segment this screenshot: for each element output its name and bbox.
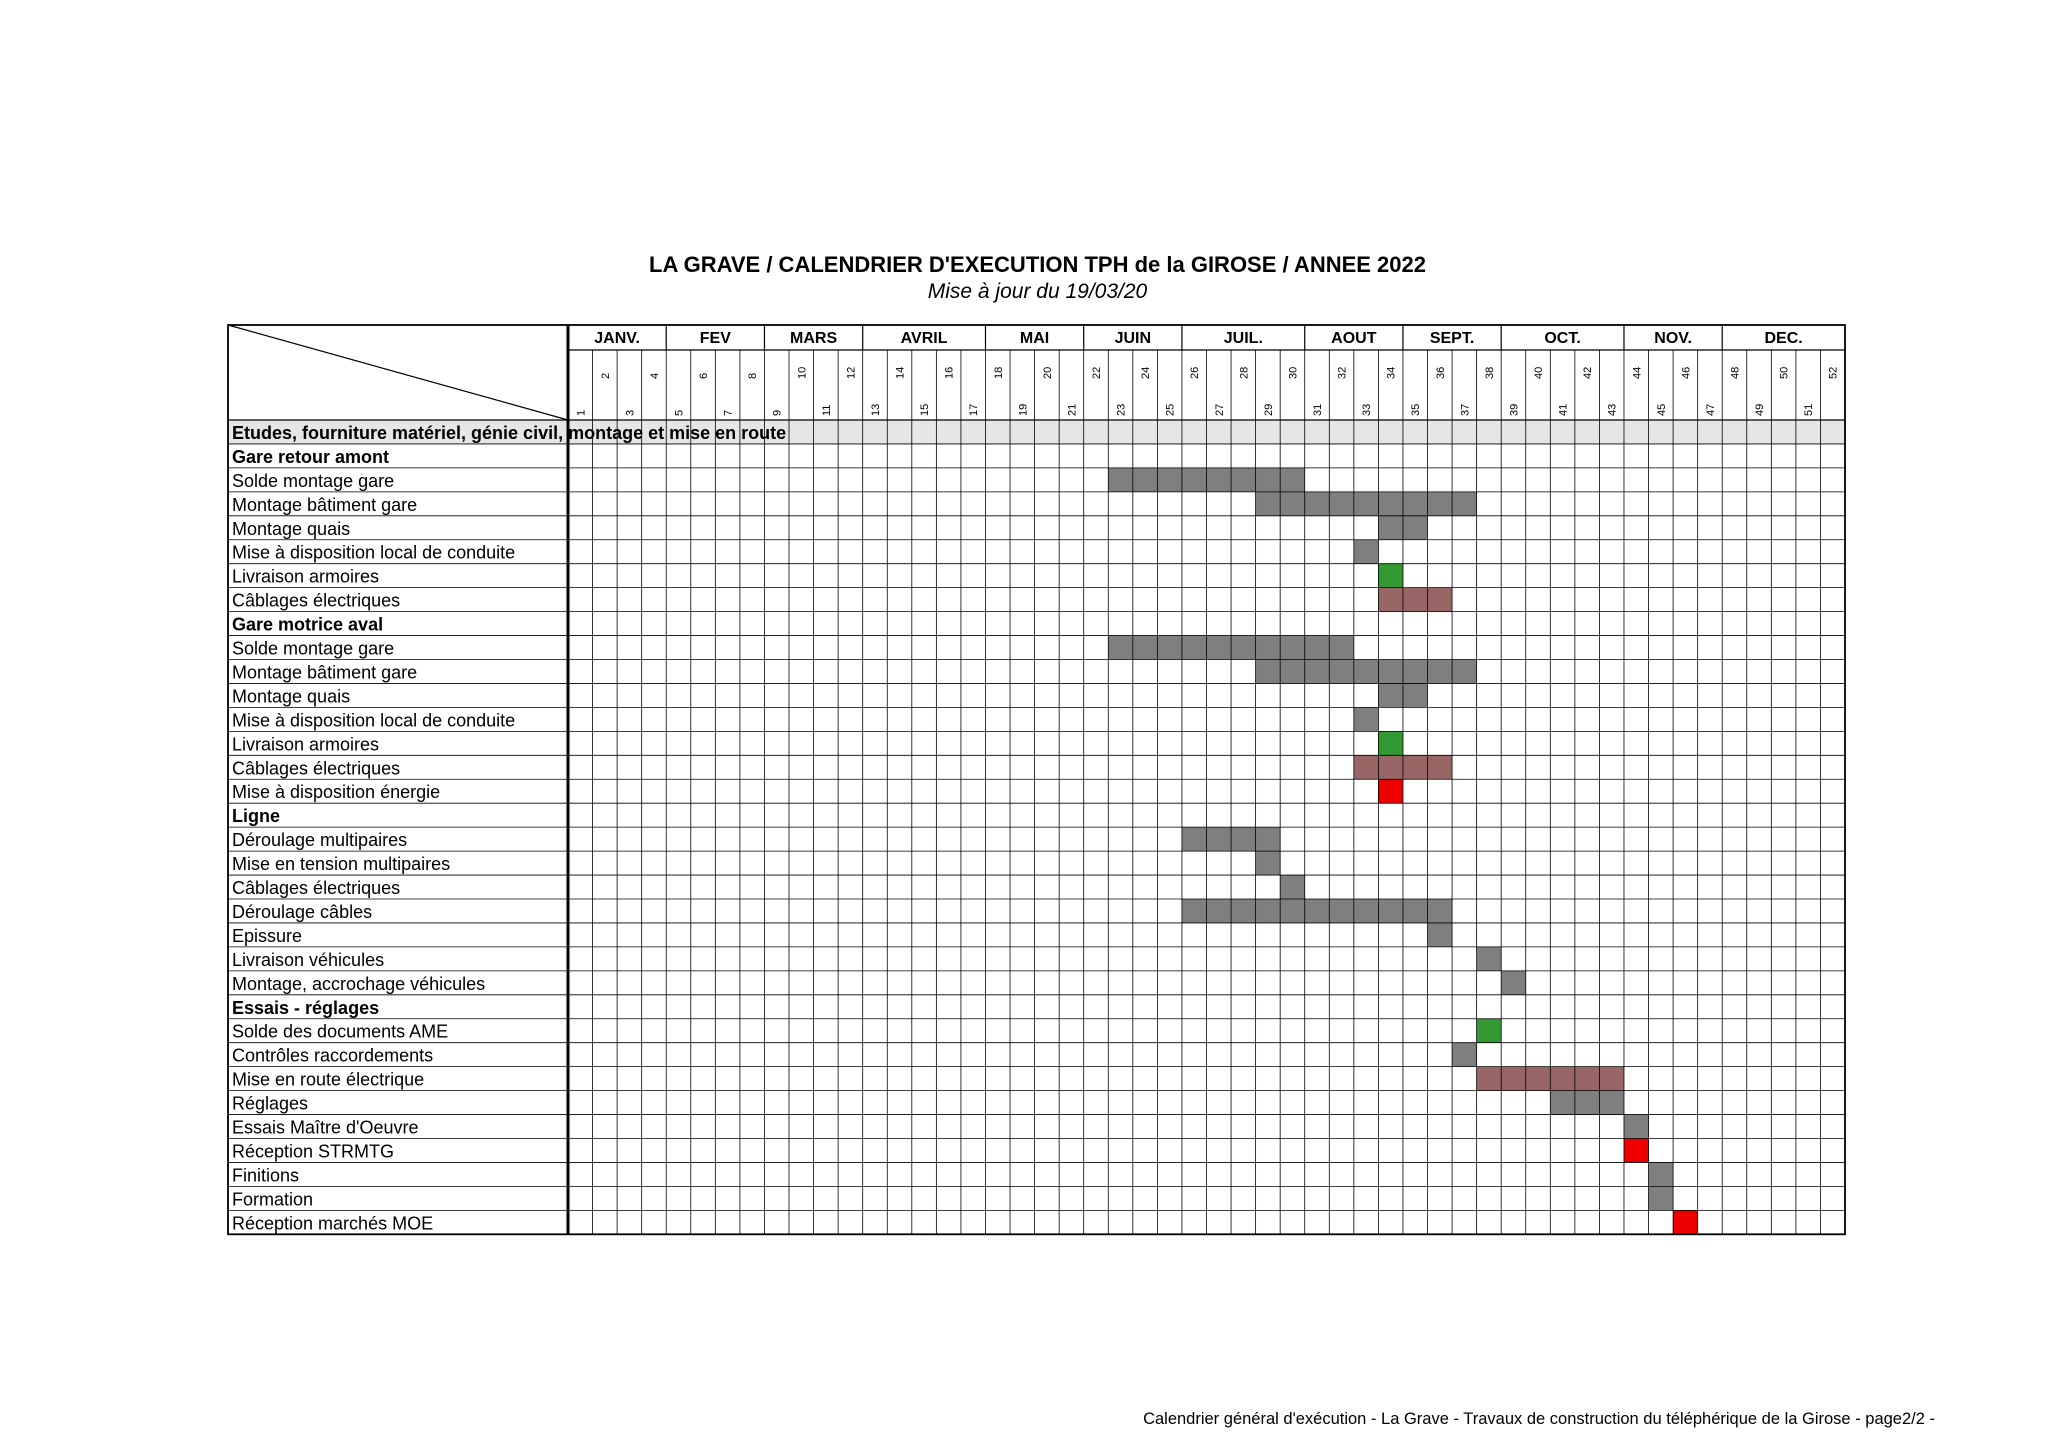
week-number: 1 bbox=[575, 409, 588, 416]
task-label: Montage bâtiment gare bbox=[232, 494, 418, 515]
task-label: Réglages bbox=[232, 1093, 309, 1114]
week-number: 3 bbox=[624, 409, 637, 416]
section-label: Gare retour amont bbox=[232, 446, 390, 467]
task-label: Déroulage multipaires bbox=[232, 830, 408, 851]
week-number: 24 bbox=[1140, 366, 1153, 379]
week-number: 11 bbox=[820, 404, 833, 416]
section-label: Essais - réglages bbox=[232, 997, 380, 1018]
task-label: Mise à disposition local de conduite bbox=[232, 710, 516, 731]
month-label: MAI bbox=[1019, 330, 1050, 347]
week-number: 27 bbox=[1213, 403, 1226, 416]
week-number: 7 bbox=[722, 409, 735, 416]
task-label: Livraison véhicules bbox=[232, 949, 385, 970]
month-label: NOV. bbox=[1654, 330, 1692, 347]
task-label: Montage quais bbox=[232, 518, 351, 539]
gantt-bar bbox=[1256, 492, 1477, 516]
month-label: OCT. bbox=[1544, 330, 1581, 347]
month-label: AVRIL bbox=[900, 330, 948, 347]
week-number: 50 bbox=[1778, 366, 1791, 379]
gantt-bar bbox=[1378, 779, 1403, 803]
task-label: Mise en tension multipaires bbox=[232, 854, 451, 875]
week-number: 46 bbox=[1680, 366, 1693, 379]
week-number: 41 bbox=[1557, 403, 1570, 416]
section-label: Ligne bbox=[232, 806, 280, 827]
header-diagonal bbox=[228, 325, 568, 420]
week-number: 20 bbox=[1041, 366, 1054, 379]
week-number: 36 bbox=[1434, 366, 1447, 379]
task-label: Mise à disposition local de conduite bbox=[232, 542, 516, 563]
week-number: 21 bbox=[1066, 403, 1079, 416]
task-label: Epissure bbox=[232, 925, 303, 946]
gantt-bar bbox=[1673, 1210, 1698, 1234]
section-label: Gare motrice aval bbox=[232, 614, 384, 635]
gantt-bar bbox=[1649, 1162, 1674, 1186]
task-label: Formation bbox=[232, 1189, 314, 1210]
week-number: 39 bbox=[1508, 403, 1521, 416]
task-label: Livraison armoires bbox=[232, 566, 380, 587]
week-number: 40 bbox=[1533, 366, 1546, 379]
week-number: 12 bbox=[845, 366, 858, 379]
gantt-bar bbox=[1624, 1139, 1649, 1163]
week-number: 14 bbox=[894, 366, 907, 379]
gantt-bar bbox=[1378, 588, 1452, 612]
month-label: JUIL. bbox=[1223, 330, 1263, 347]
week-number: 9 bbox=[771, 409, 784, 416]
week-number: 22 bbox=[1090, 366, 1103, 379]
page-subtitle: Mise à jour du 19/03/20 bbox=[927, 280, 1148, 303]
week-number: 45 bbox=[1655, 403, 1668, 416]
week-number: 52 bbox=[1827, 366, 1840, 379]
task-label: Solde des documents AME bbox=[232, 1021, 449, 1042]
month-label: AOUT bbox=[1331, 330, 1377, 347]
week-number: 35 bbox=[1410, 403, 1423, 416]
month-label: JUIN bbox=[1114, 330, 1152, 347]
gantt-bar bbox=[1354, 540, 1379, 564]
gantt-bar bbox=[1550, 1091, 1624, 1115]
gantt-bar bbox=[1378, 564, 1403, 588]
week-number: 13 bbox=[869, 403, 882, 416]
gantt-bar bbox=[1452, 1043, 1477, 1067]
week-number: 4 bbox=[648, 372, 661, 379]
task-label: Câblages électriques bbox=[232, 590, 401, 611]
week-number: 19 bbox=[1017, 403, 1030, 416]
week-number: 5 bbox=[673, 409, 686, 416]
week-number: 33 bbox=[1361, 403, 1374, 416]
week-number: 10 bbox=[796, 366, 809, 379]
gantt-bar bbox=[1501, 971, 1526, 995]
gantt-bar bbox=[1354, 707, 1379, 731]
gantt-bar bbox=[1256, 660, 1477, 684]
gantt-bar bbox=[1182, 899, 1452, 923]
week-number: 32 bbox=[1336, 366, 1349, 379]
task-label: Livraison armoires bbox=[232, 734, 380, 755]
task-label: Essais Maître d'Oeuvre bbox=[232, 1117, 419, 1138]
page-footer: Calendrier général d'exécution - La Grave - Travaux de construction du téléphérique de la Girose - page2/2 - bbox=[1143, 1410, 1935, 1428]
task-label: Montage bâtiment gare bbox=[232, 662, 418, 683]
gantt-bar bbox=[1624, 1115, 1649, 1139]
week-number: 44 bbox=[1631, 366, 1644, 379]
week-number: 42 bbox=[1582, 366, 1595, 379]
month-label: DEC. bbox=[1764, 330, 1803, 347]
section-label: Etudes, fourniture matériel, génie civil, montage et mise en route bbox=[232, 422, 787, 443]
task-label: Déroulage câbles bbox=[232, 901, 373, 922]
week-number: 37 bbox=[1459, 403, 1472, 416]
week-number: 30 bbox=[1287, 366, 1300, 379]
task-label: Réception STRMTG bbox=[232, 1141, 395, 1162]
task-label: Solde montage gare bbox=[232, 470, 395, 491]
task-label: Contrôles raccordements bbox=[232, 1045, 434, 1066]
task-label: Câblages électriques bbox=[232, 758, 401, 779]
week-number: 16 bbox=[943, 366, 956, 379]
month-label: MARS bbox=[790, 330, 838, 347]
week-number: 34 bbox=[1385, 366, 1398, 379]
gantt-bar bbox=[1477, 1019, 1502, 1043]
week-number: 17 bbox=[968, 403, 981, 416]
week-number: 48 bbox=[1729, 366, 1742, 379]
task-label: Mise à disposition énergie bbox=[232, 782, 441, 803]
task-label: Montage, accrochage véhicules bbox=[232, 973, 486, 994]
month-label: SEPT. bbox=[1429, 330, 1475, 347]
gantt-bar bbox=[1256, 851, 1281, 875]
week-number: 51 bbox=[1803, 403, 1816, 416]
gantt-bar bbox=[1378, 731, 1403, 755]
task-label: Réception marchés MOE bbox=[232, 1213, 434, 1234]
task-label: Finitions bbox=[232, 1165, 300, 1186]
month-label: JANV. bbox=[594, 330, 640, 347]
week-number: 38 bbox=[1483, 366, 1496, 379]
task-label: Câblages électriques bbox=[232, 878, 401, 898]
week-number: 25 bbox=[1164, 403, 1177, 416]
week-number: 43 bbox=[1606, 403, 1619, 416]
gantt-bar bbox=[1477, 947, 1502, 971]
week-number: 26 bbox=[1189, 366, 1202, 379]
task-label: Solde montage gare bbox=[232, 638, 395, 659]
week-number: 31 bbox=[1312, 403, 1325, 416]
gantt-bar bbox=[1649, 1186, 1674, 1210]
week-number: 2 bbox=[599, 372, 612, 379]
week-number: 15 bbox=[919, 403, 932, 416]
week-number: 49 bbox=[1754, 403, 1767, 416]
page-title: LA GRAVE / CALENDRIER D'EXECUTION TPH de la GIROSE / ANNEE 2022 bbox=[649, 252, 1426, 277]
task-label: Montage quais bbox=[232, 686, 351, 707]
week-number: 23 bbox=[1115, 403, 1128, 416]
week-number: 18 bbox=[992, 366, 1005, 379]
gantt-bar bbox=[1280, 875, 1305, 899]
month-label: FEV bbox=[699, 330, 731, 347]
week-number: 28 bbox=[1238, 366, 1251, 379]
task-label: Mise en route électrique bbox=[232, 1069, 425, 1090]
week-number: 6 bbox=[698, 372, 711, 379]
week-number: 29 bbox=[1262, 403, 1275, 416]
week-number: 47 bbox=[1704, 403, 1717, 416]
gantt-bar bbox=[1428, 923, 1453, 947]
week-number: 8 bbox=[747, 372, 760, 379]
